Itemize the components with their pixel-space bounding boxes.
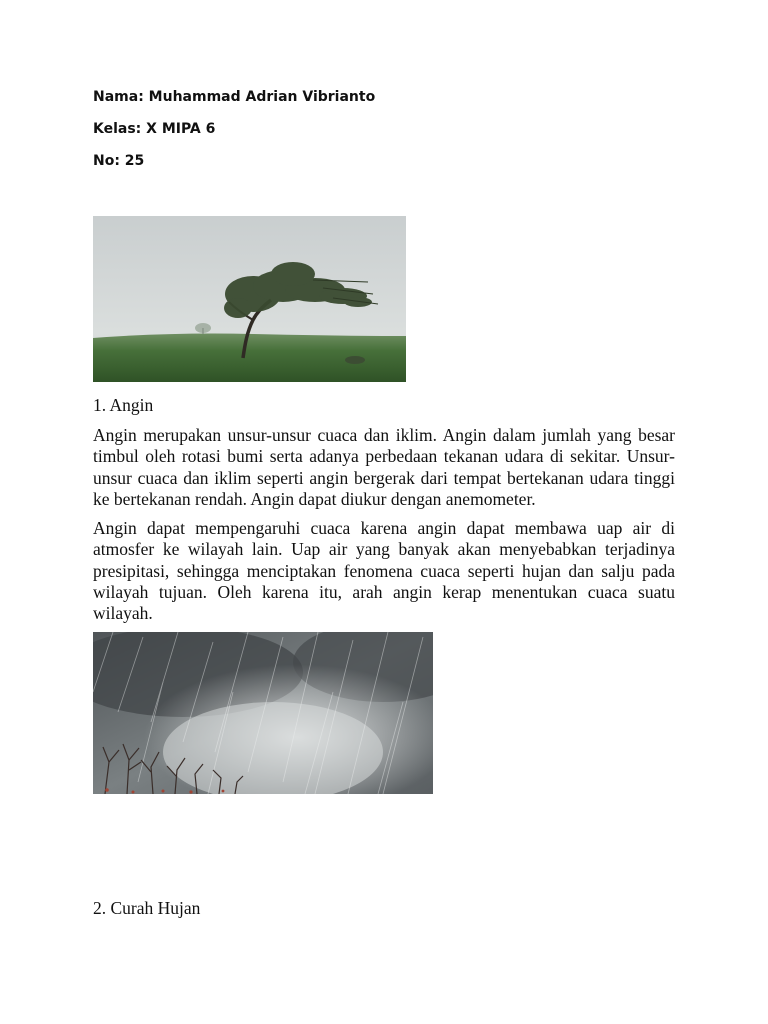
student-number: No: 25 xyxy=(93,153,145,169)
section-heading-curah-hujan: 2. Curah Hujan xyxy=(93,898,201,918)
wind-tree-photo xyxy=(93,216,406,382)
rain-storm-photo xyxy=(93,632,433,794)
student-name: Nama: Muhammad Adrian Vibrianto xyxy=(93,89,376,105)
section-heading-angin: 1. Angin xyxy=(93,395,154,415)
paragraph-angin-1: Angin merupakan unsur-unsur cuaca dan iklim. Angin dalam jumlah yang besar timbul oleh rotasi bumi serta adanya perbedaan tekanan udara di sekitar. Unsur-unsur cuaca dan iklim seperti angin bergerak dari tempat bertekanan udara tinggi ke bertekanan rendah. Angin dapat diukur dengan anemometer. xyxy=(93,425,675,509)
student-class: Kelas: X MIPA 6 xyxy=(93,121,216,137)
paragraph-angin-2: Angin dapat mempengaruhi cuaca karena angin dapat membawa uap air di atmosfer ke wilayah lain. Uap air yang banyak akan menyebabkan terjadinya presipitasi, sehingga menciptakan fenomena cuaca seperti hujan dan salju pada wilayah tujuan. Oleh karena itu, arah angin kerap menentukan cuaca suatu wilayah. xyxy=(93,518,675,624)
